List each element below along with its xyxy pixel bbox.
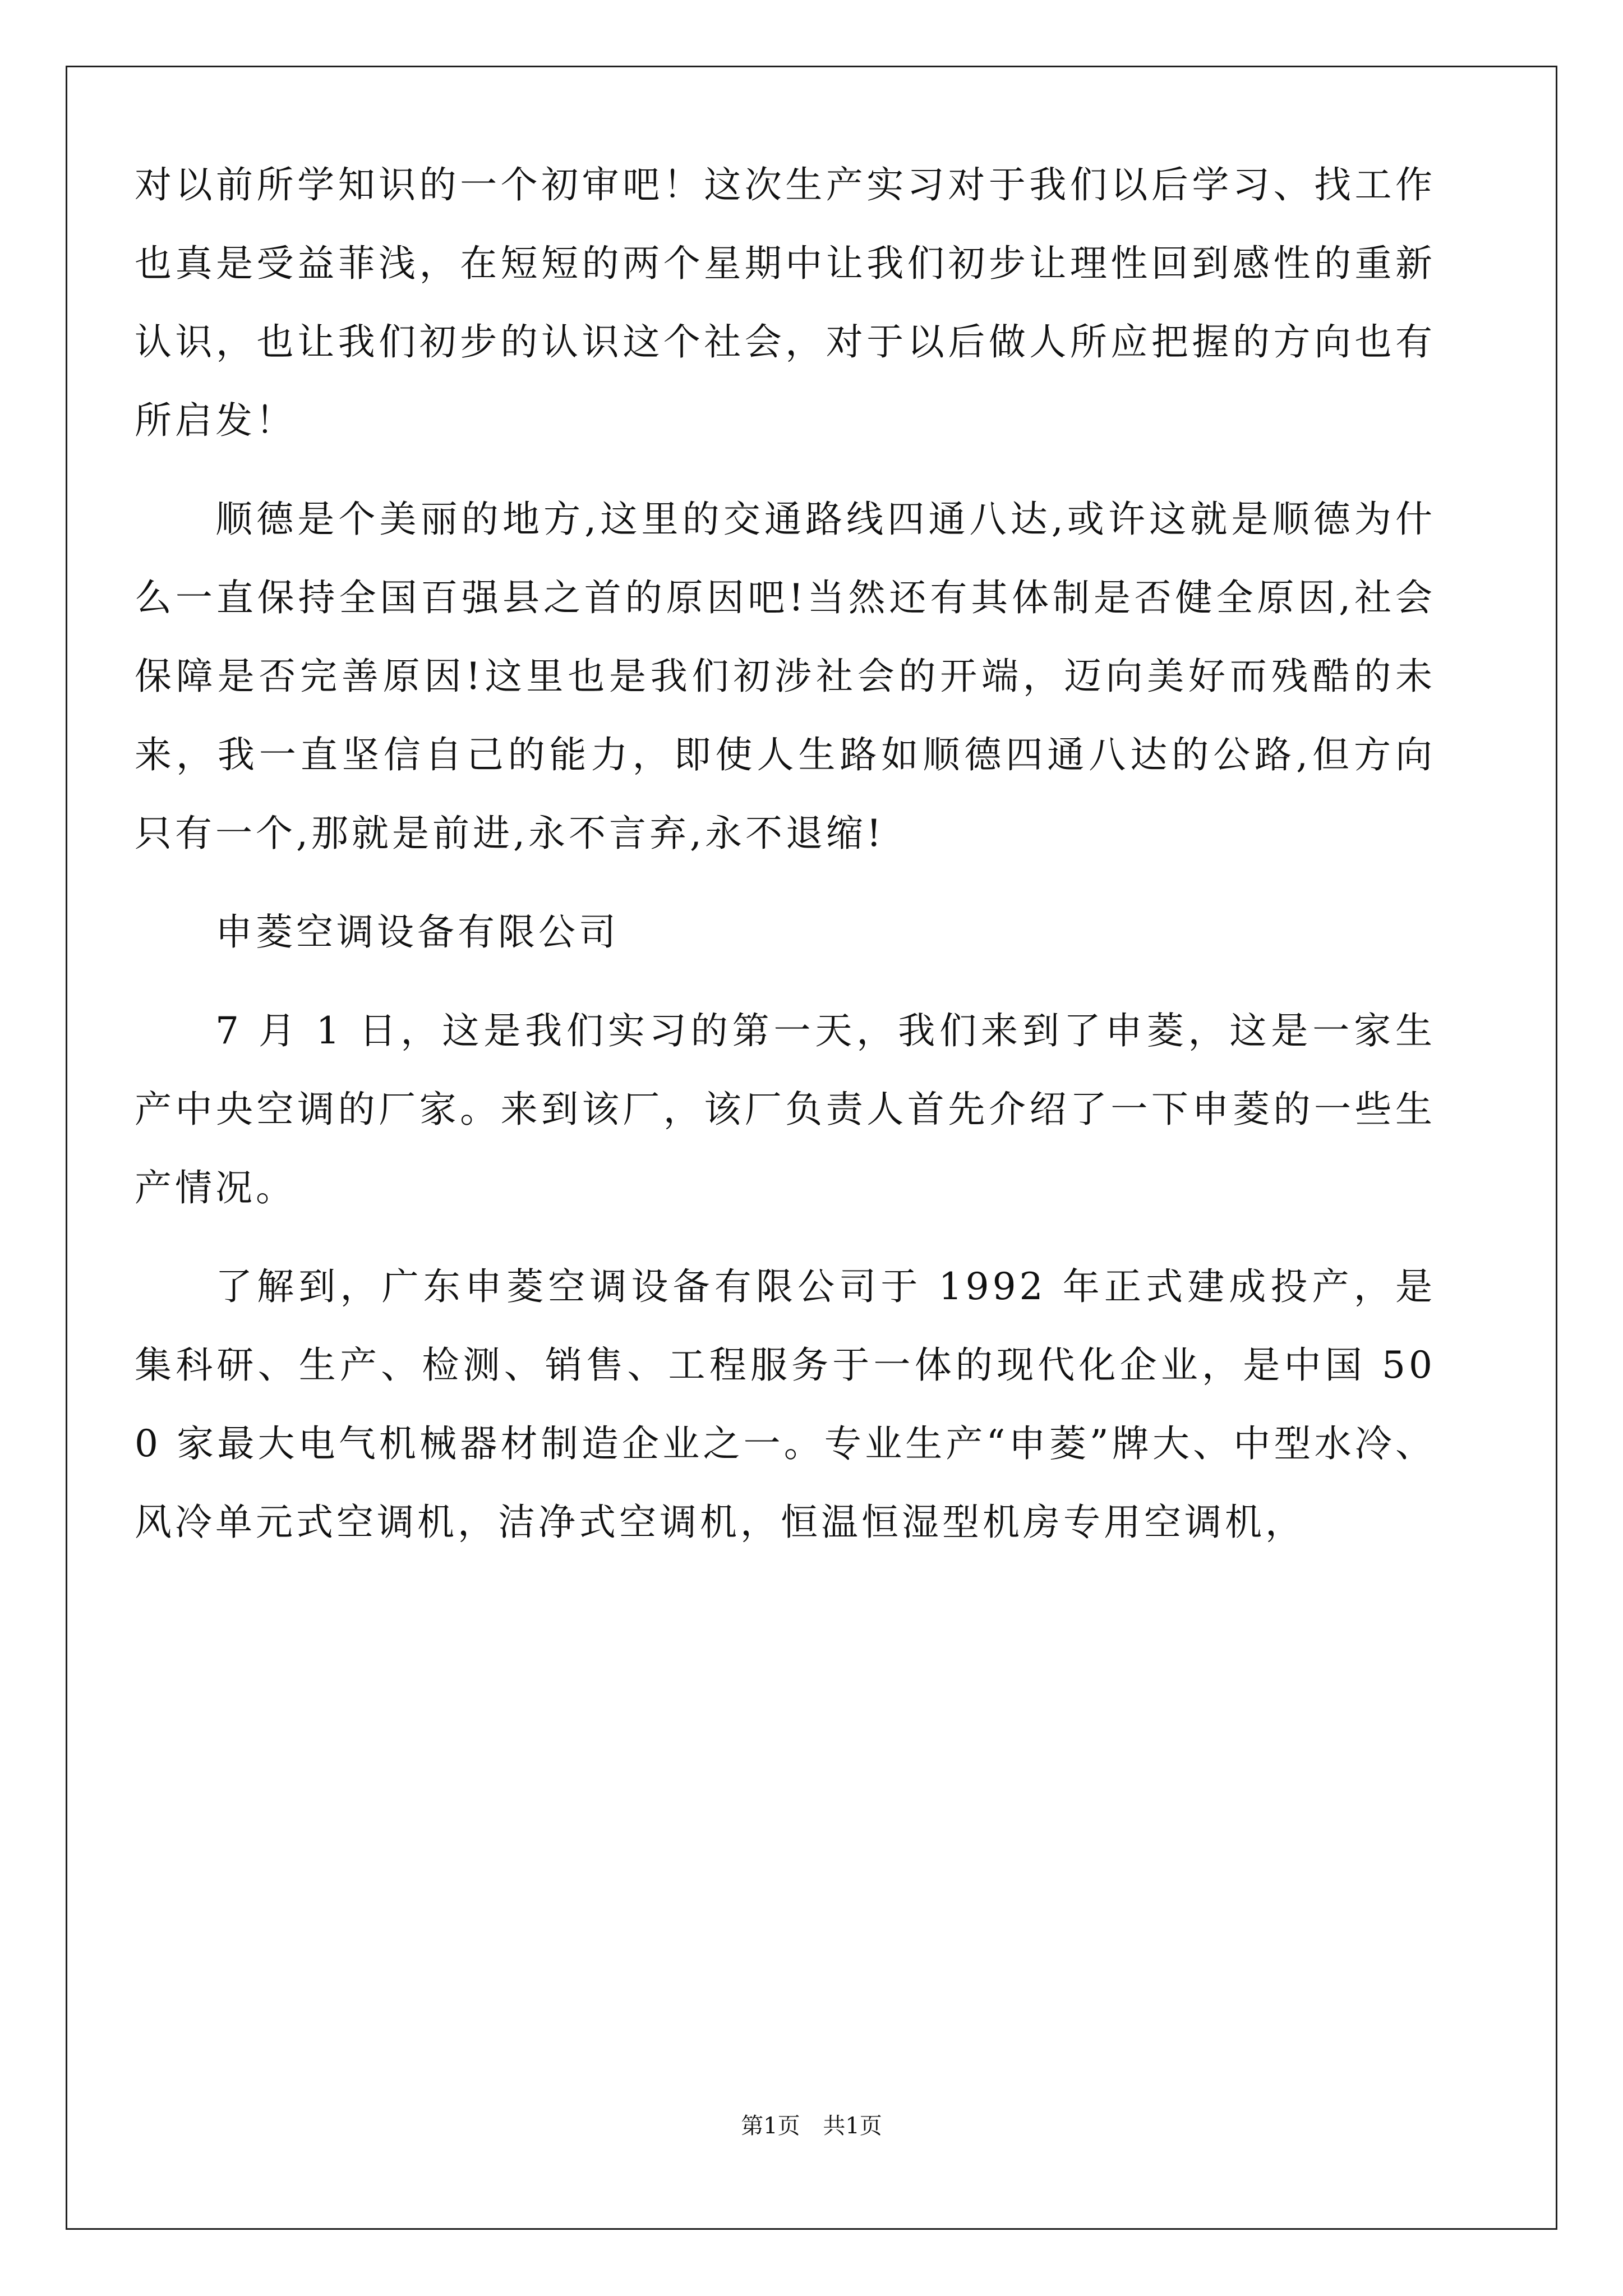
page-footer <box>0 2109 1623 2143</box>
paragraph-1: 对以前所学知识的一个初审吧！这次生产实习对于我们以后学习、找工作也真是受益菲浅，在短短的两个星期中让我们初步让理性回到感性的重新认识，也让我们初步的认识这个社会，对于以后做人所应把握的方向也有所启发！ <box>135 163 1436 442</box>
page-number-current: 第1页 <box>741 2113 800 2139</box>
paragraph-2: 顺德是个美丽的地方,这里的交通路线四通八达,或许这就是顺德为什么一直保持全国百强县之首的原因吧!当然还有其体制是否健全原因,社会保障是否完善原因!这里也是我们初涉社会的开端，迈向美好而残酷的未来，我一直坚信自己的能力，即使人生路如顺德四通八达的公路,但方向只有一个,那就是前进,永不言弃,永不退缩! <box>135 498 1436 855</box>
document-body <box>135 146 1436 1582</box>
paragraph-4: 7 月 1 日，这是我们实习的第一天，我们来到了申菱，这是一家生产中央空调的厂家。来到该厂，该厂负责人首先介绍了一下申菱的一些生产情况。 <box>135 1009 1436 1209</box>
paragraph-5: 了解到，广东申菱空调设备有限公司于 1992 年正式建成投产，是集科研、生产、检测、销售、工程服务于一体的现代化企业，是中国 500 家最大电气机械器材制造企业之一。专业生产“申菱”牌大、中型水冷、风冷单元式空调机，洁净式空调机，恒温恒湿型机房专用空调机， <box>135 1265 1436 1544</box>
page-number-total: 共1页 <box>823 2113 882 2139</box>
paragraph-3-heading: 申菱空调设备有限公司 <box>215 910 619 954</box>
